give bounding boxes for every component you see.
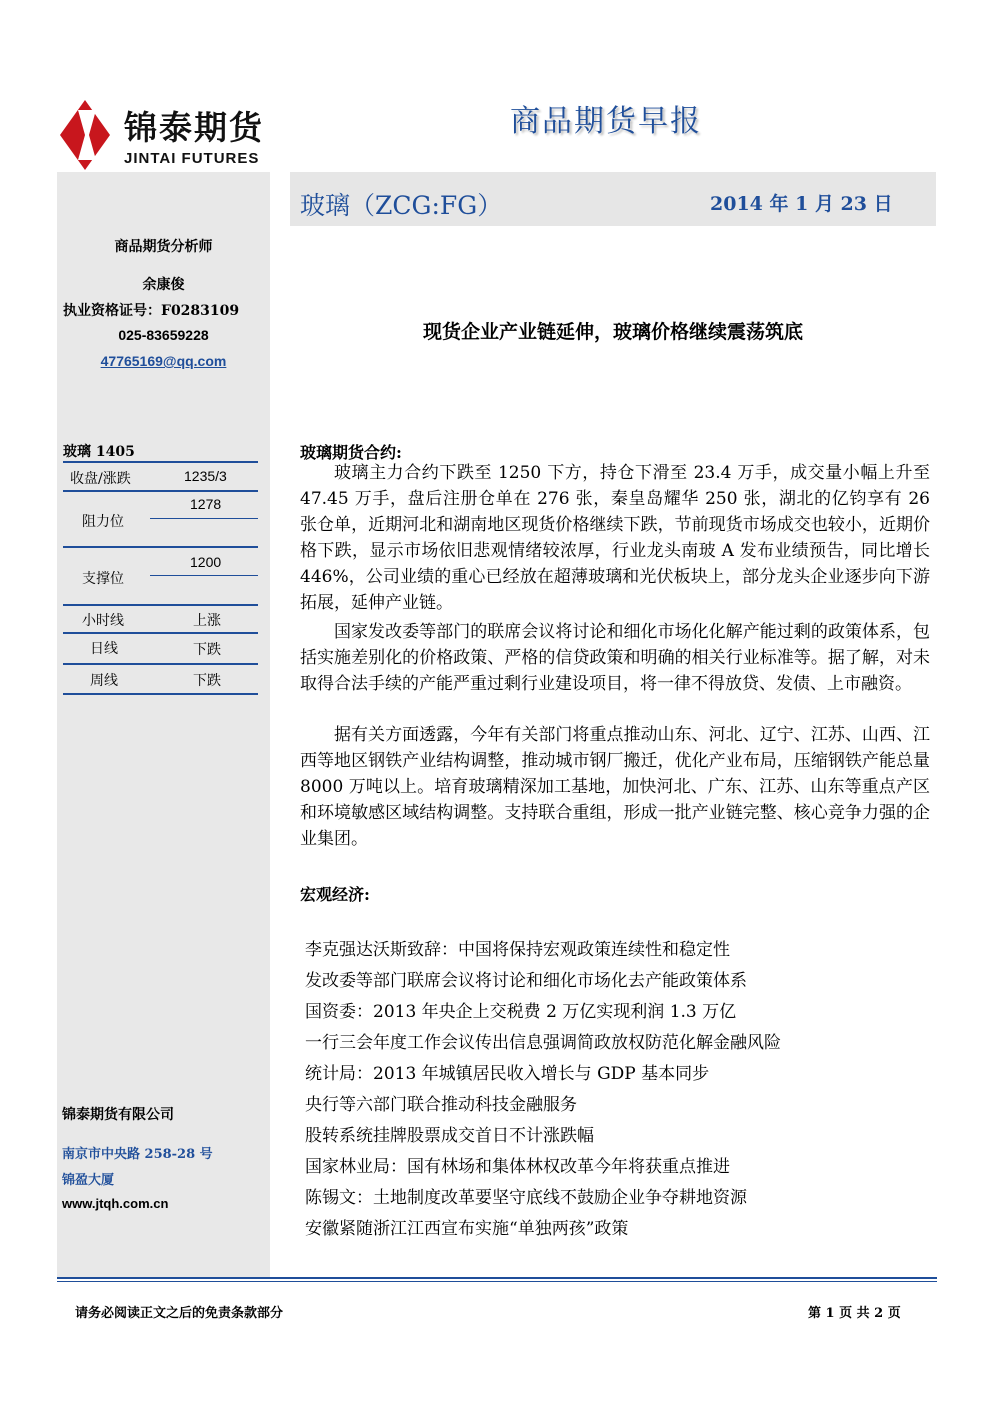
table-value-close: 1235/3 [184, 468, 227, 484]
analyst-email-link[interactable]: 47765169@qq.com [100, 353, 227, 369]
logo-text-cn: 锦泰期货 [124, 108, 264, 147]
footer-divider [57, 1277, 937, 1279]
report-headline: 现货企业产业链延伸，玻璃价格继续震荡筑底 [422, 321, 803, 343]
table-value-support: 1200 [190, 554, 222, 570]
news-item: 一行三会年度工作会议传出信息强调简政放权防范化解金融风险 [305, 1033, 781, 1053]
table-label-daily: 日线 [90, 641, 118, 657]
footer-divider [57, 1281, 937, 1282]
table-label-support: 支撑位 [82, 571, 124, 587]
news-item: 国家林业局：国有林场和集体林权改革今年将获重点推进 [305, 1157, 730, 1177]
table-label-close: 收盘/涨跌 [70, 471, 131, 487]
news-item: 国资委：2013 年央企上交税费 2 万亿实现利润 1.3 万亿 [305, 1002, 737, 1022]
paragraph: 玻璃主力合约下跌至 1250 下方，持仓下滑至 23.4 万手，成交量小幅上升至 47.45 万手，盘后注册仓单在 276 张，秦皇岛耀华 250 张，湖北的亿钧享有 26 张仓单，近期河北和湖南地区现货价格继续下跌，节前现货市场成交也较小，近期价格下跌，显示市场依旧悲观情绪较浓厚，行业龙头南玻 A 发布业绩预告，同比增长 446%，公司业绩的重心已经放在超薄玻璃和光伏板块上，部分龙头企业逐步向下游拓展，延伸产业链。 [300, 463, 930, 613]
report-date: 2014 年 1 月 23 日 [710, 193, 893, 215]
news-item: 股转系统挂牌股票成交首日不计涨跌幅 [305, 1126, 594, 1146]
table-divider [63, 461, 258, 463]
table-value-weekly: 下跌 [193, 673, 221, 689]
table-value-hourly: 上涨 [193, 613, 221, 629]
analyst-title: 商品期货分析师 [114, 239, 213, 255]
company-address-line1: 南京市中央路 258-28 号 [62, 1147, 213, 1162]
table-label-weekly: 周线 [90, 673, 118, 689]
footer-page-number: 第 1 页 共 2 页 [808, 1306, 901, 1321]
logo-mark-icon [58, 98, 112, 172]
commodity-title: 玻璃（ZCG:FG） [300, 191, 503, 220]
logo-text-en: JINTAI FUTURES [124, 150, 260, 167]
table-divider [63, 693, 258, 695]
report-type-title: 商品期货早报 [510, 104, 702, 139]
news-item: 李克强达沃斯致辞：中国将保持宏观政策连续性和稳定性 [305, 940, 730, 960]
table-divider [150, 575, 258, 576]
license-number: 执业资格证号：F0283109 [63, 303, 240, 319]
paragraph: 国家发改委等部门的联席会议将讨论和细化市场化化解产能过剩的政策体系，包括实施差别化的价格政策、严格的信贷政策和明确的相关行业标准等。据了解，对未取得合法手续的产能严重过剩行业建设项目，将一律不得放贷、发债、上市融资。 [300, 622, 930, 694]
company-logo [58, 98, 278, 178]
news-item: 陈锡文：土地制度改革要坚守底线不鼓励企业争夺耕地资源 [305, 1188, 747, 1208]
contract-table-title: 玻璃 1405 [63, 444, 135, 460]
company-address-line2: 锦盈大厦 [62, 1173, 115, 1188]
table-label-hourly: 小时线 [82, 613, 124, 629]
section-title-glass-futures: 玻璃期货合约: [300, 443, 402, 462]
table-divider [63, 663, 258, 665]
table-divider [63, 632, 258, 634]
table-divider [63, 546, 258, 548]
footer-disclaimer: 请务必阅读正文之后的免责条款部分 [75, 1306, 284, 1321]
analyst-phone: 025-83659228 [118, 327, 209, 343]
news-item: 安徽紧随浙江江西宣布实施“单独两孩”政策 [305, 1219, 629, 1239]
table-divider [63, 604, 258, 606]
table-value-daily: 下跌 [193, 642, 221, 658]
section-title-macro: 宏观经济: [300, 885, 370, 904]
paragraph: 据有关方面透露，今年有关部门将重点推动山东、河北、辽宁、江苏、山西、江西等地区钢铁产业结构调整，推动城市钢厂搬迁，优化产业布局，压缩钢铁产能总量 8000 万吨以上。培育玻璃精深加工基地，加快河北、广东、江苏、山东等重点产区和环境敏感区域结构调整。支持联合重组，形成一批产业链完整、核心竞争力强的企业集团。 [300, 725, 930, 849]
table-value-resistance: 1278 [190, 496, 222, 512]
analyst-name: 余康俊 [142, 277, 185, 293]
table-divider [150, 518, 258, 519]
news-item: 央行等六部门联合推动科技金融服务 [305, 1095, 577, 1115]
news-item: 统计局：2013 年城镇居民收入增长与 GDP 基本同步 [305, 1064, 710, 1084]
company-name: 锦泰期货有限公司 [62, 1107, 174, 1123]
news-item: 发改委等部门联席会议将讨论和细化市场化去产能政策体系 [305, 971, 747, 991]
table-label-resistance: 阻力位 [82, 514, 124, 530]
company-website-link[interactable]: www.jtqh.com.cn [62, 1196, 169, 1211]
table-divider [63, 490, 258, 492]
